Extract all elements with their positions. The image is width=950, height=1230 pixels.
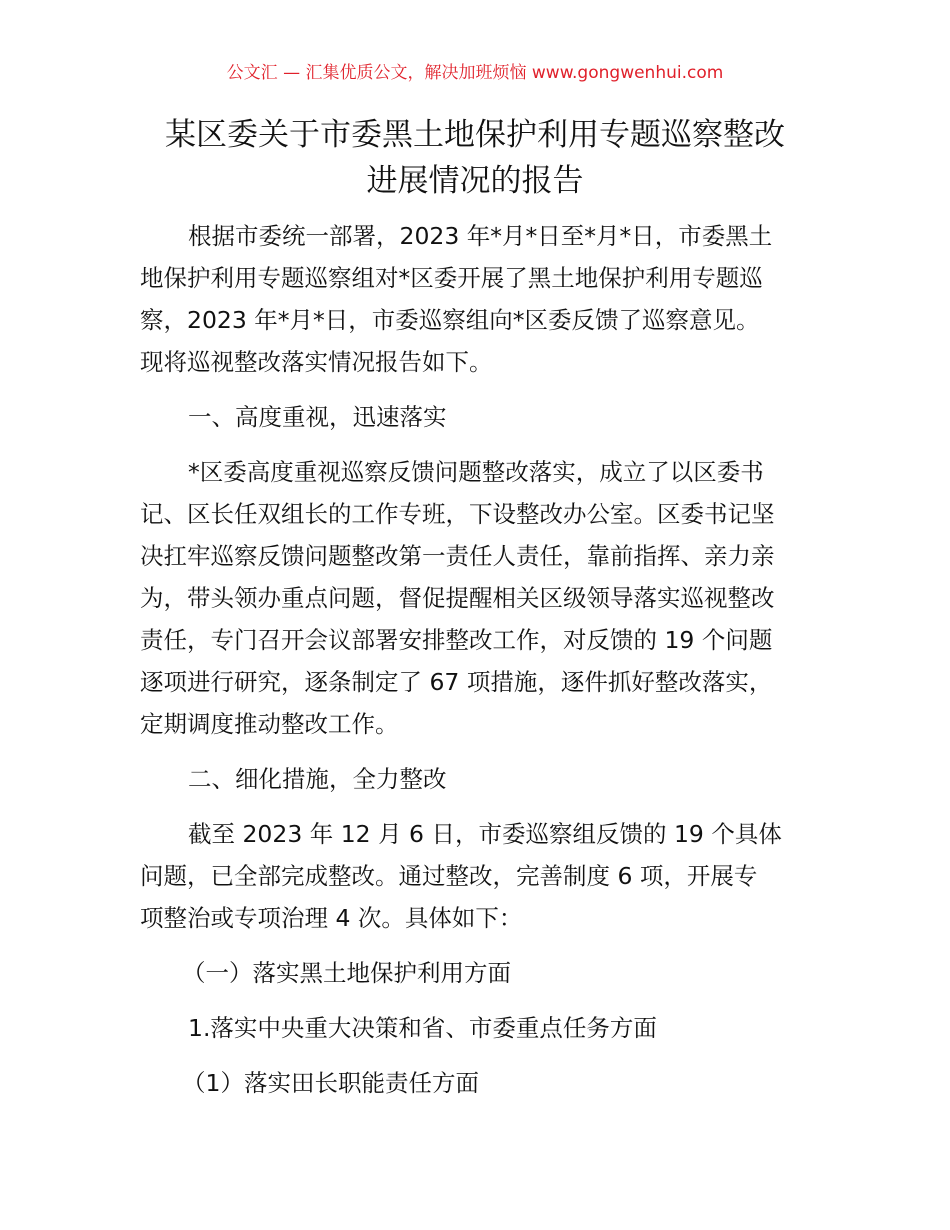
title-line: 进展情况的报告 — [366, 163, 584, 199]
document-body — [140, 215, 820, 1117]
text-line: 逐项进行研究，逐条制定了 67 项措施，逐件抓好整改落实， — [140, 668, 773, 696]
subsection-heading — [140, 952, 820, 994]
text-line: 决扛牢巡察反馈问题整改第一责任人责任，靠前指挥、亲力亲 — [140, 542, 775, 570]
document-title — [120, 112, 830, 204]
body-paragraph — [140, 215, 820, 383]
text-line: （1）落实田长职能责任方面 — [182, 1069, 479, 1097]
text-line: 记、区长任双组长的工作专班，下设整改办公室。区委书记坚 — [140, 500, 775, 528]
section-heading — [140, 1007, 820, 1049]
watermark-banner: 公文汇 — 汇集优质公文，解决加班烦恼 www.gongwenhui.com — [226, 63, 724, 83]
text-line: 1.落实中央重大决策和省、市委重点任务方面 — [188, 1014, 657, 1042]
text-line: 察，2023 年*月*日，市委巡察组向*区委反馈了巡察意见。 — [140, 306, 760, 334]
text-line: 二、细化措施，全力整改 — [188, 765, 447, 793]
subsection-heading — [140, 1062, 820, 1104]
section-heading — [140, 396, 820, 438]
section-heading — [140, 758, 820, 800]
text-line: 项整治或专项治理 4 次。具体如下： — [140, 904, 523, 932]
text-line: 现将巡视整改落实情况报告如下。 — [140, 348, 493, 376]
text-line: 一、高度重视，迅速落实 — [188, 403, 447, 431]
text-line: 责任，专门召开会议部署安排整改工作，对反馈的 19 个问题 — [140, 626, 773, 654]
text-line: 根据市委统一部署，2023 年*月*日至*月*日，市委黑土 — [188, 222, 773, 250]
text-line: 截至 2023 年 12 月 6 日，市委巡察组反馈的 19 个具体 — [188, 820, 782, 848]
text-line: 为，带头领办重点问题，督促提醒相关区级领导落实巡视整改 — [140, 584, 775, 612]
text-line: 地保护利用专题巡察组对*区委开展了黑土地保护利用专题巡 — [140, 264, 763, 292]
text-line: 问题，已全部完成整改。通过整改，完善制度 6 项，开展专 — [140, 862, 758, 890]
body-paragraph — [140, 451, 820, 745]
body-paragraph — [140, 813, 820, 939]
text-line: 定期调度推动整改工作。 — [140, 710, 399, 738]
text-line: （一）落实黑土地保护利用方面 — [182, 959, 511, 987]
title-line: 某区委关于市委黑土地保护利用专题巡察整改 — [165, 117, 785, 153]
text-line: *区委高度重视巡察反馈问题整改落实，成立了以区委书 — [188, 458, 764, 486]
